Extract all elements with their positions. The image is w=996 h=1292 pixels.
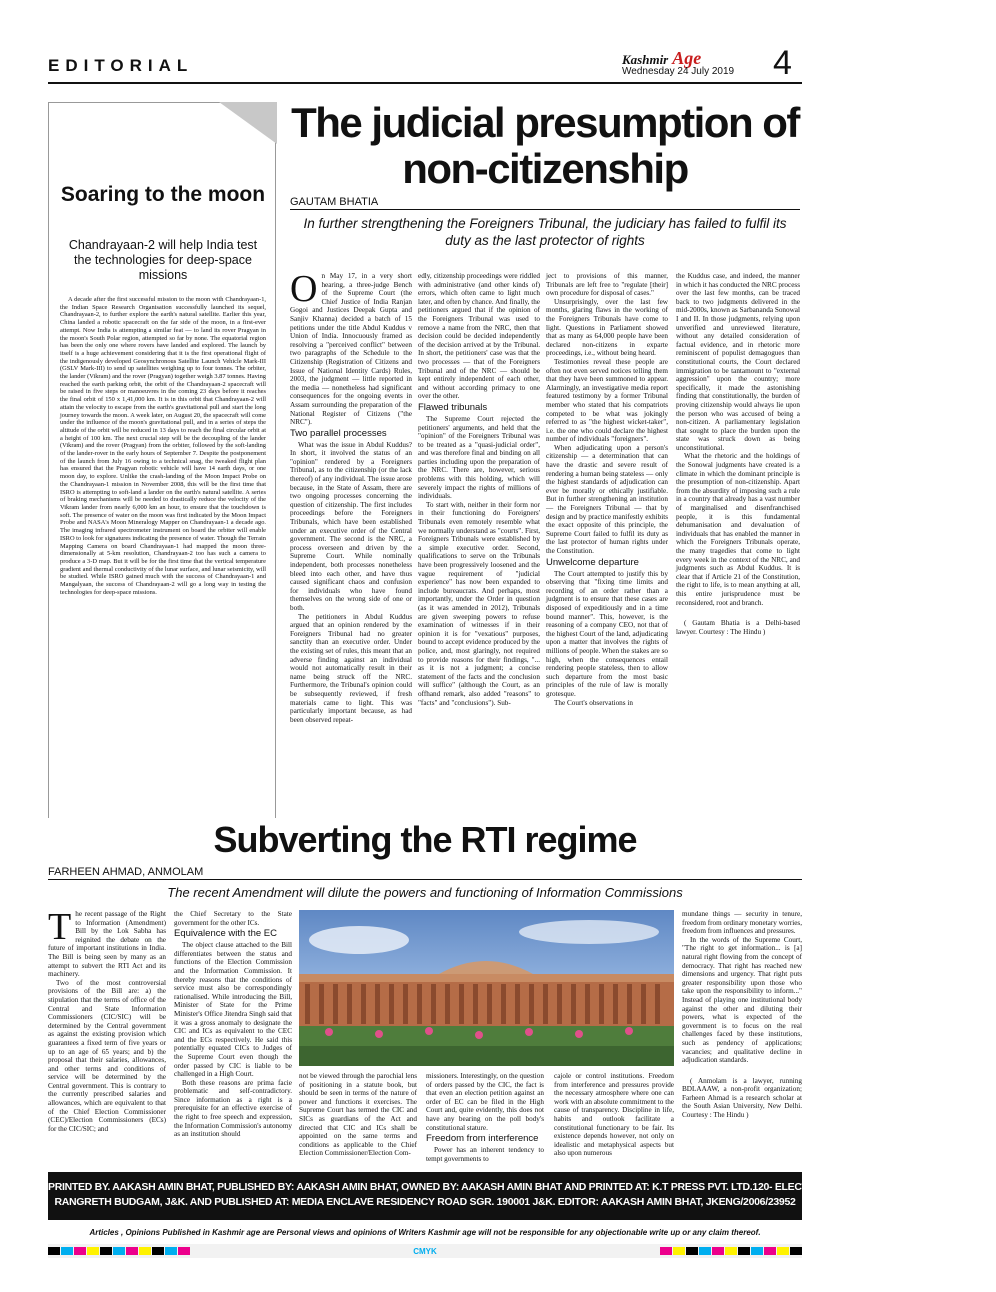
article2-col6 xyxy=(682,910,802,1166)
article1-paragraph: ject to provisions of this manner, Tribunals are left free to "regulate [their] own procedure for disposal of cases." xyxy=(546,272,668,298)
article2-author-note: ( Anmolam is a lawyer, running BDLAAAW, a non-profit organization; Farheen Ahmad is a research scholar at the South Asian University, New Delhi. Courtesy : The Hindu ) xyxy=(682,1076,802,1120)
sidebar-body-text: A decade after the first successful mission to the moon with Chandrayaan-1, the Indian Space Research Organisation successfully launched its sequel, Chandrayaan-2, to further explore the earth's natural satellite. Earlier this year, China landed a robotic spacecraft on the far side of the moon, in a first-ever attempt. Now India is attempting a similar feat — to land its rover Pragyan in the moon's South Polar region, attempted so far by none. The equatorial region has been the only one where rovers have landed and explored. The launch by itself is a huge achievement considering that it is the first operational flight of the indigenously developed Geosynchronous Satellite Launch Vehicle Mark-III (GSLV Mark-III) to send up satellites weighing up to four tonnes. The orbiter, the lander (Vikram) and the rover (Pragyan) together weigh 3.87 tonnes. Having reached the earth parking orbit, the orbit of the Chandrayaan-2 spacecraft will be raised in five steps or manoeuvres in the coming 23 days before it reaches the final orbit of 150 x 1,41,000 km. It is in this orbit that Chandrayaan-2 will attain the velocity to escape from the earth's gravitational pull and start the long journey towards the moon. A week later, on August 20, the spacecraft will come under the influence of the moon's gravitational pull, and in a series of steps the altitude of the orbit will be reduced in 13 days to reach the final circular orbit at a height of 100 km. The next crucial step will be the decoupling of the lander (Vikram) and the rover (Pragyan) from the orbiter, followed by the soft-landing of the lander-rover in the early hours of September 7. Despite the postponement of the launch from July 16 owing to a technical snag, the tweaked flight plan has ensured that the Pragyan robotic vehicle will have 14 earth days, or one moon day, to explore. Unlike the crash-landing of the Moon Impact Probe on the Chandrayaan-1 mission in November 2008, this will be the first time that ISRO is attempting to soft-land a lander on the earth's natural satellite. A series of braking mechanisms will be needed to drastically reduce the velocity of the Vikram lander from nearly 6,000 km an hour, to ensure that the touchdown is soft. The presence of water on the moon was first indicated by the Moon Impact Probe and NASA's Moon Mineralogy Mapper on Chandrayaan-1 a decade ago. The imaging infrared spectrometer instrument on board the orbiter will enable ISRO to look for signatures indicating the presence of water. Though the Terrain Mapping Camera on board Chandrayaan-1 had mapped the moon three-dimensionally at 5-km resolution, Chandrayaan-2 too has such a camera to produce a 3-D map. But it will be for the first time that the vertical temperature gradient and thermal conductivity of the lunar surface, and lunar seismicity, will be studied. While ISRO gained much with the success of Chandrayaan-1 and Mangalyaan, the success of Chandrayaan-2 will go a long way in testing the technologies for deep-space missions. xyxy=(60,296,266,596)
article1-byline: GAUTAM BHATIA xyxy=(290,196,379,208)
article2-lead: he recent passage of the Right to Information (Amendment) Bill by the Lok Sabha has reignited the debate on the future of important institutions in India. The Bill is being seen by many as an attempt to subvert the RTI Act and its machinery. xyxy=(48,910,166,979)
article2-col2 xyxy=(174,910,292,1166)
imprint-banner xyxy=(48,1172,996,1220)
sidebar-subtitle: Chandrayaan-2 will help India test the technologies for deep-space missions xyxy=(68,238,258,282)
article2-paragraph: In the words of the Supreme Court, "The right to get information... is [a] natural right flowing from the concept of democracy. That right has reached new dimensions and urgency. That right puts greater responsibility upon those who take upon the responsibility to inform..." Instead of playing one institutional body against the other and diluting their powers, what is expected of the government is to focus on the real challenges faced by these institutions, such as pendency of applications; vacancies; and qualitative decline in adjudication standards. xyxy=(682,935,802,1065)
article1-subhead-3: Unwelcome departure xyxy=(546,556,639,568)
article2-paragraph: mundane things — security in tenure, freedom from ordinary monetary worries, freedom from influences and pressures. xyxy=(682,910,802,936)
article2-paragraph: Power has an inherent tendency to tempt governments to xyxy=(426,1146,544,1163)
article2-byline: FARHEEN AHMAD, ANMOLAM xyxy=(48,866,204,878)
article1-deck: In further strengthening the Foreigners Tribunal, the judiciary has failed to fulfil its duty as the last protector of rights xyxy=(303,216,787,248)
article2-deck: The recent Amendment will dilute the powers and functioning of Information Commissions xyxy=(167,885,683,900)
article2-title: Subverting the RTI regime xyxy=(48,818,802,862)
article1-paragraph: Testimonies reveal these people are often not even served notices telling them that they have been summoned to appear. Alarmingly, an investigative media report featured testimony by a former Tribunal member who stated that his compatriots competed to be what was jokingly referred to as "the highest wicket-taker", i.e. the one who could declare the highest number of individuals "foreigners". xyxy=(546,357,668,444)
parliament-building-image xyxy=(299,910,674,1066)
section-label: EDITORIAL xyxy=(48,56,194,75)
article1-paragraph: When adjudicating upon a person's citizenship — a determination that can have the drastic and severe result of rendering a human being stateless — only the highest standards of adjudication can ever be morally or ethically justifiable. But in further strengthening an institution — the Foreigners Tribunal — that by design and by practice manifestly exhibits the exact opposite of this principle, the Supreme Court failed to fulfil its duty as the last protector of human rights under the Constitution. xyxy=(546,443,668,555)
color-swatches-right xyxy=(660,1247,802,1255)
article1-paragraph: To start with, neither in their form nor in their functioning do Foreigners' Tribunals even remotely resemble what we normally understand as "courts". First, Foreigners Tribunals were established by a simple executive order. Second, qualifications to serve on the Tribunals have been progressively loosened and the vague requirement of "judicial experience" has now been expanded to include bureaucrats. And perhaps, most importantly, under the Order in question (as it was amended in 2012), Tribunals are given sweeping powers to refuse examination of witnesses if in their opinion it is for "vexatious" purposes, bound to accept evidence produced by the police, and, most glaringly, not required to provide reasons for their findings, "... as it is not a judgment; a concise statement of the facts and the conclusion will suffice" (although the Court, as an offhand remark, also added "reasons" to "facts" and "conclusions"). Sub- xyxy=(418,500,540,707)
article2-paragraph: the Chief Secretary to the State government for the other ICs. xyxy=(174,910,292,927)
article1-byline-rule xyxy=(290,209,800,210)
article1-paragraph: What was the issue in Abdul Kuddus? In short, it involved the status of an "opinion" rendered by a Foreigners Tribunal, as to the citizenship (or the lack thereof) of any individual. The issue arose because, in the State of Assam, there are two ongoing processes concerning the question of citizenship. The first includes proceedings before the Foreigners Tribunals, which have been established under an executive order of the Central government. The second is the NRC, a process overseen and driven by the Supreme Court. While nominally independent, both processes nonetheless bleed into each other, and have thus caused significant chaos and confusion for individuals who have found themselves on the wrong side of one or both. xyxy=(290,440,412,612)
article2-col1 xyxy=(48,906,166,1166)
article2-subhead-1: Equivalence with the EC xyxy=(174,928,277,940)
article1-col1 xyxy=(290,268,412,838)
article1-paragraph: edly, citizenship proceedings were riddled with administrative (and other kinds of) errors, which often came to light much later, and often by chance. And finally, the petitioners argued that if the opinion of the Foreigners Tribunal was used to remove a name from the NRC, then that decision could be decided independently of the decision arrived at by the Tribunal. In short, the petitioners' case was that the two processes — that of the Foreigners Tribunal and of the NRC — should be kept entirely independent of each other, and without according primacy to one over the other. xyxy=(418,272,540,401)
imprint-line-2: RANGRETH BUDGAM, J&K. AND PUBLISHED AT: MEDIA ENCLAVE RESIDENCY ROAD SGR. 190001 J&K. EDITOR: AAKASH AMIN BHAT, JKENG/2006/23952 xyxy=(54,1196,796,1208)
cmyk-label: CMYK xyxy=(413,1246,437,1256)
article1-paragraph: What the rhetoric and the holdings of the Sonowal judgments have created is a climate in which the dominant principle is the presumption of non-citizenship. Apart from the absurdity of imposing such a rule in a country that already has a vast number of marginalised and disenfranchised people, it is this fundamental dehumanisation and devaluation of individuals that has enabled the manner in which the Foreigners Tribunals operate, the many tragedies that come to light every week in the context of the NRC, and judgments such as Abdul Kuddus. It is clear that if Article 21 of the Constitution, the right to life, is to mean anything at all, this entire jurisprudence must be reconsidered, root and branch. xyxy=(676,452,800,607)
article2-paragraph: Two of the most controversial provisions of the Bill are: a) the stipulation that the terms of office of the Central and State Information Commissioners (CIC/SIC) will be determined by the Central government as against the existing provision which guarantees a fixed term of five years or up to an age of 65 years; and b) the proposal that their salaries, allowances, and other terms and conditions of service will be determined by the Central government. This is contrary to the currently prescribed salaries and allowances, which are equivalent to that of the Chief Election Commissioner (CEC)/Election Commissioners (ECs) for the CIC/SIC; and xyxy=(48,978,166,1133)
article2-col5 xyxy=(554,1072,674,1166)
article2-col4 xyxy=(426,1072,544,1166)
article1-subhead-2: Flawed tribunals xyxy=(418,401,488,413)
article1-author-note: ( Gautam Bhatia is a Delhi-based lawyer. Courtesy : The Hindu ) xyxy=(676,619,800,636)
article1-paragraph: The petitioners in Abdul Kuddus argued that an opinion rendered by the Foreigners Tribunal had no greater sanctity than an executive order. Under the existing set of rules, this meant that an adverse finding against an individual would not automatically result in their name being struck off the NRC. Furthermore, the Tribunal's opinion could be subsequently reviewed, if fresh materials came to light. This was particularly important because, as had been observed repeat- xyxy=(290,612,412,724)
article2-paragraph: The object clause attached to the Bill differentiates between the status and functions of the Election Commission and the Information Commission. It thereby reasons that the conditions of service must also be correspondingly rationalised. While introducing the Bill, Minister of State for the Prime Minister's Office Jitendra Singh said that it was a gross anomaly to designate the CIC and ICs as equivalent to the CEC and the ECs respectively. He said this potentially equated CICs to Judges of the Supreme Court even though the order passed by CIC is liable to be challenged in a High Court. xyxy=(174,941,292,1079)
article2-paragraph: missioners. Interestingly, on the question of orders passed by the CIC, the fact is that even an election petition against an order of EC can be filed in the High Court and, quite evidently, this does not have any bearing on the poll body's constitutional stature. xyxy=(426,1072,544,1132)
masthead-kashmir: Kashmir xyxy=(622,52,669,67)
article1-paragraph: The Supreme Court rejected the petitioners' arguments, and held that the "opinion" of the Foreigners Tribunal was to be treated as a "quasi-judicial order", and was therefore final and binding on all parties including upon the preparation of the NRC. There are, however, serious problems with this holding, which will severely impact the rights of millions of individuals. xyxy=(418,414,540,501)
article2-col3 xyxy=(299,1072,417,1166)
color-registration-bar xyxy=(48,1244,802,1258)
disclaimer: Articles , Opinions Published in Kashmir age are Personal views and opinions of Writers Kashmir age will not be responsible for any objectionable write up or any claim thereof. xyxy=(89,1228,761,1237)
article1-lead: n May 17, in a very short hearing, a three-judge Bench of the Supreme Court (the Chief Justice of India Ranjan Gogoi and Justices Deepak Gupta and Sanjiv Khanna) decided a batch of 15 petitions under the title Abdul Kuddus v Union of India. Innocuously framed as resolving a "perceived conflict" between two paragraphs of the Schedule to the Citizenship (Registration of Citizens and Issue of National Identity Cards) Rules, 2003, the judgment — little reported in the media — nonetheless had significant consequences for the ongoing events in Assam surrounding the preparation of the National Register of Citizens ("the NRC"). xyxy=(290,272,412,427)
article1-col3 xyxy=(546,272,668,838)
article2-paragraph: not be viewed through the parochial lens of positioning in a statute book, but should be seen in terms of the nature of power and functions it exercises. The Supreme Court has termed the CIC and SICs as guardians of the Act and directed that CIC and ICs shall be appointed on the same terms and conditions as applicable to the Chief Election Commissioner/Election Com- xyxy=(299,1072,417,1158)
masthead-age: Age xyxy=(672,48,702,68)
article2-paragraph: Both these reasons are prima facie problematic and self-contradictory. Since information as a right is a prerequisite for an effective exercise of the right to free speech and expression, the Information Commission's autonomy as an institution should xyxy=(174,1078,292,1139)
article2-paragraph: cajole or control institutions. Freedom from interference and pressures provide the necessary atmosphere where one can work with an absolute commitment to the cause of transparency. Discipline in life, habits and outlook facilitate a constitutional functionary to be fair. Its existence depends however, not only on idealistic and metaphysical aspects but also upon numerous xyxy=(554,1072,674,1158)
sidebar-corner-tab xyxy=(219,102,277,144)
header-rule xyxy=(48,82,802,84)
article2-dropcap: T xyxy=(48,906,72,948)
article1-title: The judicial presumption of non-citizenship xyxy=(291,99,799,192)
page-number: 4 xyxy=(773,44,792,82)
article2-subhead-2: Freedom from interference xyxy=(426,1133,539,1145)
article1-paragraph: the Kuddus case, and indeed, the manner in which it has conducted the NRC process over the last few months, can be traced back to two judgments delivered in the mid-2000s, known as Sarbananda Sonowal I and II. In those judgments, relying upon unverified and unreviewed literature, without any detailed consideration of factual evidence, and in rhetoric more reminiscent of populist demagogues than constitutional courts, the Court declared immigration to be tantamount to "external aggression" upon the country; more specifically, it made the astonishing finding that constitutionally, the burden of proving citizenship would always lie upon the person who was accused of being a non-citizen. A parliamentary legislation that sought to place the burden upon the state was struck down as being unconstitutional. xyxy=(676,272,800,452)
sidebar-title: Soaring to the moon xyxy=(60,183,266,206)
article2-byline-rule xyxy=(48,879,802,880)
article1-dropcap: O xyxy=(290,268,318,310)
issue-date: Wednesday 24 July 2019 xyxy=(622,66,735,77)
parliament-photo xyxy=(299,910,674,1066)
article1-subhead-1: Two parallel processes xyxy=(290,427,387,439)
article1-col2 xyxy=(418,272,540,838)
imprint-line-1: PRINTED BY. AAKASH AMIN BHAT, PUBLISHED BY: AAKASH AMIN BHAT, OWNED BY: AAKASH AMIN BHAT AND PRINTED AT: K.T PRESS PVT. LTD.120- ELECTRONIC COMPLEX INDUSTRIAL ESTATE xyxy=(48,1181,996,1193)
color-swatches-left xyxy=(48,1247,190,1255)
article1-col4 xyxy=(676,272,800,838)
sidebar-body xyxy=(60,296,266,716)
article1-paragraph: Unsurprisingly, over the last few months, glaring flaws in the working of the Foreigners Tribunals have come to light. Questions in Parliament showed that as many as 64,000 people have been declared non-citizens in exparte proceedings, i.e., without being heard. xyxy=(546,297,668,358)
article1-paragraph: The Court's observations in xyxy=(554,698,633,707)
article1-paragraph: The Court attempted to justify this by observing that "fixing time limits and recording of an order rather than a judgment is to ensure that these cases are disposed of expeditiously and in a time bound manner". This, however, is the reasoning of a company CEO, not that of the highest Court of the land, adjudicating upon a matter that involves the rights of millions of people. When the stakes are so high, when the consequences entail rendering people stateless, then to allow such departure from the most basic principles of the rule of law is morally grotesque. xyxy=(546,569,668,698)
